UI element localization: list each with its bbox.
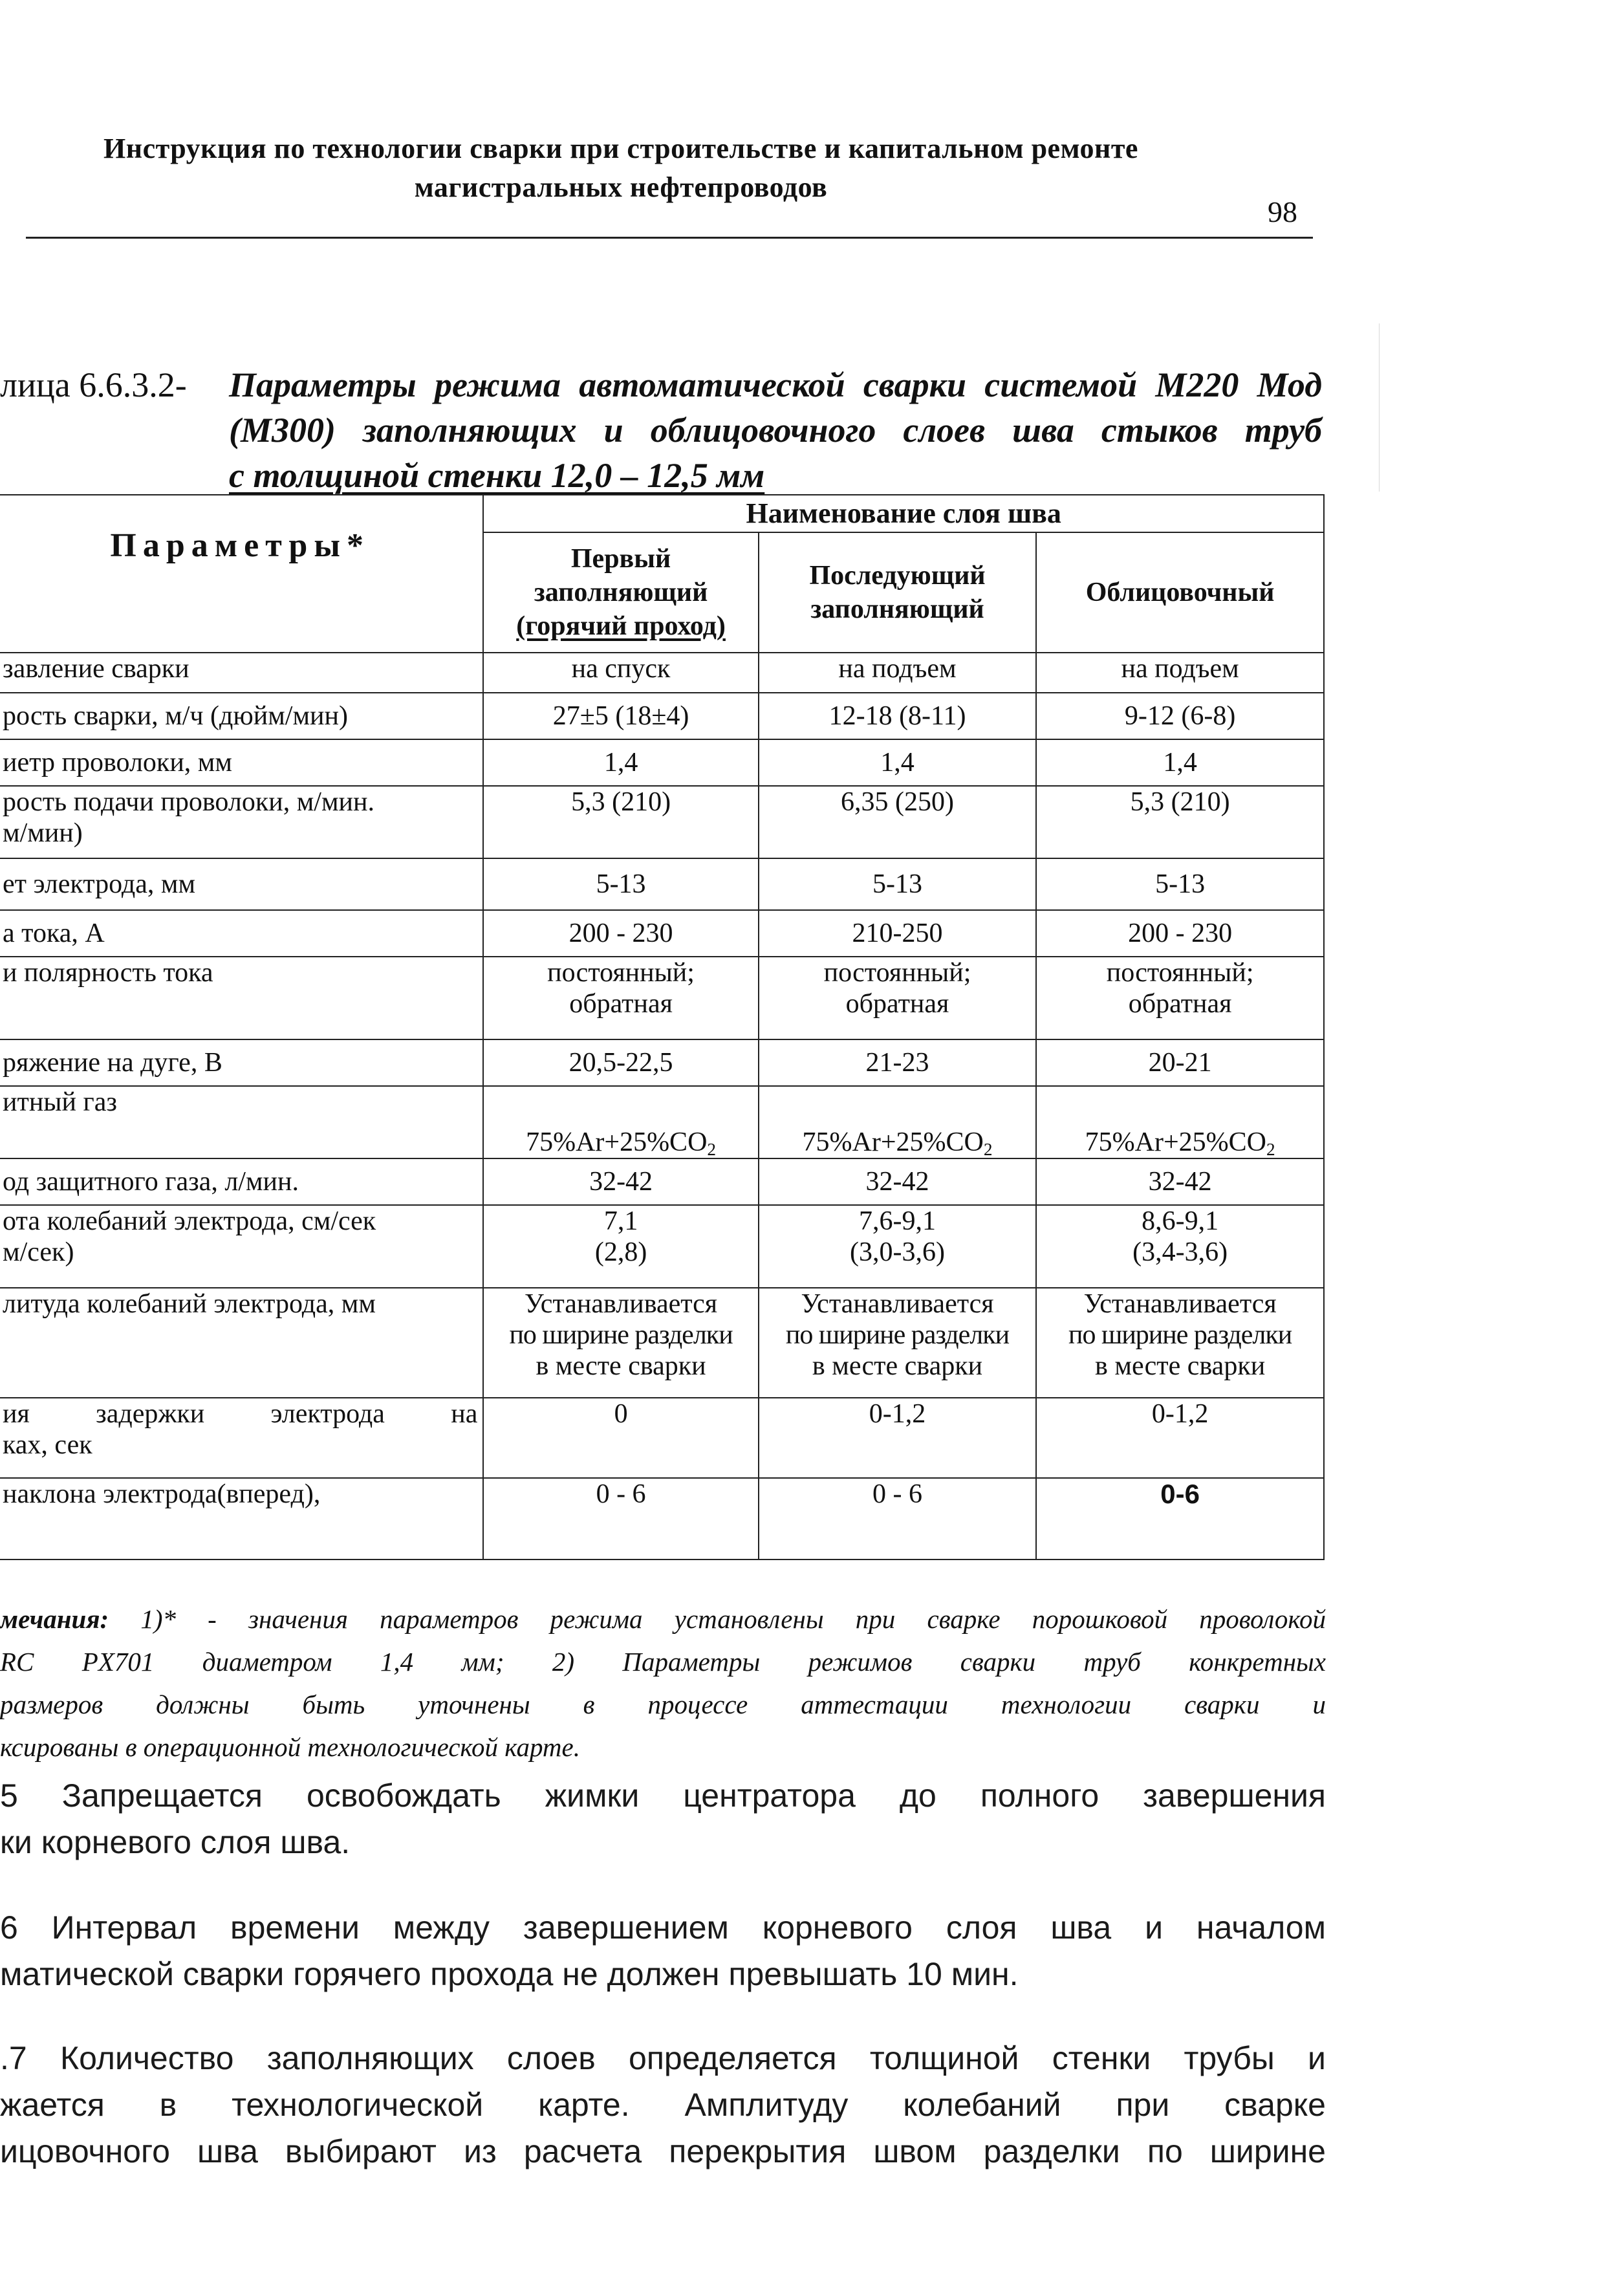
cell-value: 6,35 (250): [759, 786, 1036, 858]
table-header-row: [0, 495, 1324, 532]
cell-value: 0 - 6: [759, 1478, 1036, 1559]
cell-value: [483, 957, 758, 1039]
cell-value: 21-23: [759, 1039, 1036, 1086]
paragraph-line: .7 Количество заполняющих слоев определяется толщиной стенки трубы и: [0, 2040, 1326, 2076]
column-header-text: заполняющий: [810, 594, 984, 624]
welding-parameters-table: [0, 494, 1325, 1560]
row-label-line: ках, сек: [3, 1430, 92, 1460]
cell-value: на подъем: [759, 653, 1036, 693]
row-label: итный газ: [0, 1086, 483, 1158]
cell-value: 5-13: [483, 858, 758, 910]
table-caption-title: [229, 362, 1322, 498]
row-label: иетр проволоки, мм: [0, 739, 483, 786]
column-header-text: Последующий: [809, 561, 986, 591]
cell-line: постоянный;: [547, 958, 695, 988]
notes-line1: [0, 1598, 1326, 1640]
cell-value: [1036, 1288, 1324, 1398]
subscript: 2: [983, 1139, 993, 1158]
column-header-text: Облицовочный: [1085, 578, 1275, 607]
cell-line: 8,6-9,1: [1142, 1206, 1219, 1236]
cell-line: (2,8): [594, 1237, 647, 1267]
cell-value: 9-12 (6-8): [1036, 693, 1324, 739]
table-row: [0, 957, 1324, 1039]
table-row: [0, 1478, 1324, 1559]
row-label: од защитного газа, л/мин.: [0, 1158, 483, 1205]
paragraph-6: [0, 1904, 1326, 1997]
gas-mix-text: 75%Ar+25%CO: [1085, 1127, 1266, 1157]
column-header-first-fill: [483, 532, 758, 653]
cell-value: 5,3 (210): [1036, 786, 1324, 858]
row-label: а тока, А: [0, 910, 483, 957]
cell-value: 200 - 230: [483, 910, 758, 957]
cell-line: по ширине разделки: [509, 1320, 733, 1350]
cell-value: 1,4: [759, 739, 1036, 786]
cell-value: [759, 1288, 1036, 1398]
row-label-line: м/мин): [3, 818, 83, 848]
cell-line: Устанавливается: [525, 1289, 718, 1319]
cell-value: 0 - 6: [483, 1478, 758, 1559]
notes-line4: ксированы в операционной технологической карте.: [0, 1732, 580, 1762]
cell-value: на подъем: [1036, 653, 1324, 693]
table-row: [0, 693, 1324, 739]
notes-line3: размеров должны быть уточнены в процессе аттестации технологии сварки и: [0, 1690, 1326, 1719]
cell-line: обратная: [845, 989, 949, 1019]
gas-mix-text: 75%Ar+25%CO: [526, 1127, 708, 1157]
cell-line: 7,6-9,1: [859, 1206, 937, 1236]
paragraph-line: ки корневого слоя шва.: [0, 1824, 351, 1860]
cell-value: [1036, 1086, 1324, 1158]
row-label-line: ота колебаний электрода, см/сек: [3, 1206, 376, 1236]
row-label: завление сварки: [0, 653, 483, 693]
paragraph-line: 5 Запрещается освобождать жимки центратора до полного завершения: [0, 1777, 1326, 1814]
row-label: и полярность тока: [0, 957, 483, 1039]
cell-value: [483, 1205, 758, 1288]
cell-line: обратная: [569, 989, 673, 1019]
table-row: [0, 1158, 1324, 1205]
cell-value: 12-18 (8-11): [759, 693, 1036, 739]
cell-value: [483, 1086, 758, 1158]
caption-line3: с толщиной стенки 12,0 – 12,5 мм: [229, 456, 765, 495]
cell-value: 32-42: [759, 1158, 1036, 1205]
caption-line1: Параметры режима автоматической сварки системой М220 Мод: [229, 365, 1322, 404]
row-label: ряжение на дуге, В: [0, 1039, 483, 1086]
row-label-line: м/сек): [3, 1237, 74, 1267]
scan-artifact-line: [1379, 323, 1380, 492]
paragraph-line: жается в технологической карте. Амплитуду колебаний при сварке: [0, 2087, 1326, 2123]
table-row: [0, 910, 1324, 957]
row-label: литуда колебаний электрода, мм: [0, 1288, 483, 1398]
paragraph-line: 6 Интервал времени между завершением корневого слоя шва и началом: [0, 1909, 1326, 1946]
cell-value: 5-13: [759, 858, 1036, 910]
subscript: 2: [1266, 1139, 1275, 1158]
column-header-next-fill: [759, 532, 1036, 653]
table-row: [0, 739, 1324, 786]
table-row: [0, 1086, 1324, 1158]
table-row: [0, 1039, 1324, 1086]
cell-line: (3,0-3,6): [850, 1237, 945, 1267]
column-header-text: Первый: [570, 544, 671, 574]
column-header-text: (горячий проход): [516, 611, 726, 641]
cell-line: (3,4-3,6): [1132, 1237, 1228, 1267]
subscript: 2: [707, 1139, 717, 1158]
cell-value: 1,4: [1036, 739, 1324, 786]
cell-value: [759, 1205, 1036, 1288]
cell-value: 1,4: [483, 739, 758, 786]
gas-mix-text: 75%Ar+25%CO: [802, 1127, 984, 1157]
cell-value: 0-1,2: [759, 1398, 1036, 1478]
cell-value: 0-1,2: [1036, 1398, 1324, 1478]
column-header-cap: [1036, 532, 1324, 653]
header-rule: [26, 237, 1313, 239]
cell-line: постоянный;: [823, 958, 971, 988]
table-row: [0, 1398, 1324, 1478]
cell-value: [759, 957, 1036, 1039]
table-caption-number: лица 6.6.3.2-: [0, 365, 187, 404]
paragraph-5: [0, 1772, 1326, 1865]
cell-value: 32-42: [1036, 1158, 1324, 1205]
cell-value: 20,5-22,5: [483, 1039, 758, 1086]
params-column-header: Параметры*: [0, 495, 483, 653]
header-title-line2: магистральных нефтепроводов: [414, 171, 828, 203]
paragraph-line: ицовочного шва выбирают из расчета перекрытия швом разделки по ширине: [0, 2133, 1326, 2169]
cell-line: по ширине разделки: [1068, 1320, 1292, 1350]
cell-value: 20-21: [1036, 1039, 1324, 1086]
cell-value: 32-42: [483, 1158, 758, 1205]
row-label: [0, 786, 483, 858]
cell-value: 0-6: [1036, 1478, 1324, 1559]
cell-value: 200 - 230: [1036, 910, 1324, 957]
row-label: рость сварки, м/ч (дюйм/мин): [0, 693, 483, 739]
notes-text: 1)* - значения параметров режима установлены при сварке порошковой проволокой: [140, 1604, 1326, 1634]
layer-group-header: Наименование слоя шва: [483, 495, 1324, 532]
table-row: [0, 1288, 1324, 1398]
cell-value: [759, 1086, 1036, 1158]
cell-value: 0: [483, 1398, 758, 1478]
cell-value: [1036, 1205, 1324, 1288]
cell-value: [483, 1288, 758, 1398]
cell-line: постоянный;: [1106, 958, 1254, 988]
cell-line: Устанавливается: [1083, 1289, 1277, 1319]
cell-line: Устанавливается: [801, 1289, 994, 1319]
paragraph-7: [0, 2035, 1326, 2175]
header-title-line1: Инструкция по технологии сварки при строительстве и капитальном ремонте: [103, 133, 1138, 164]
row-label: [0, 1398, 483, 1478]
caption-line2: (М300) заполняющих и облицовочного слоев шва стыков труб: [229, 411, 1322, 450]
cell-line: в месте сварки: [1095, 1351, 1266, 1381]
row-label: наклона электрода(вперед),: [0, 1478, 483, 1559]
cell-value: 5,3 (210): [483, 786, 758, 858]
cell-value: на спуск: [483, 653, 758, 693]
row-label-line: рость подачи проволоки, м/мин.: [3, 787, 374, 817]
cell-line: обратная: [1128, 989, 1232, 1019]
table-row: [0, 858, 1324, 910]
row-label: [0, 1205, 483, 1288]
cell-line: 7,1: [603, 1206, 638, 1236]
row-label: ет электрода, мм: [0, 858, 483, 910]
notes-line2: RC PX701 диаметром 1,4 мм; 2) Параметры режимов сварки труб конкретных: [0, 1647, 1326, 1677]
paragraph-line: матической сварки горячего прохода не должен превышать 10 мин.: [0, 1956, 1019, 1992]
page-number: 98: [1268, 195, 1297, 228]
cell-value: 5-13: [1036, 858, 1324, 910]
cell-line: в месте сварки: [812, 1351, 983, 1381]
cell-value: 27±5 (18±4): [483, 693, 758, 739]
notes-label: мечания:: [0, 1604, 109, 1634]
cell-value: [1036, 957, 1324, 1039]
table-notes: [0, 1598, 1326, 1768]
table-row: [0, 786, 1324, 858]
cell-line: в месте сварки: [536, 1351, 706, 1381]
cell-value: 210-250: [759, 910, 1036, 957]
running-header: [39, 129, 1203, 207]
table-row: [0, 653, 1324, 693]
cell-line: по ширине разделки: [785, 1320, 1010, 1350]
table-row: [0, 1205, 1324, 1288]
row-label-line: ия задержки электрода на: [3, 1399, 478, 1429]
column-header-text: заполняющий: [534, 578, 708, 607]
